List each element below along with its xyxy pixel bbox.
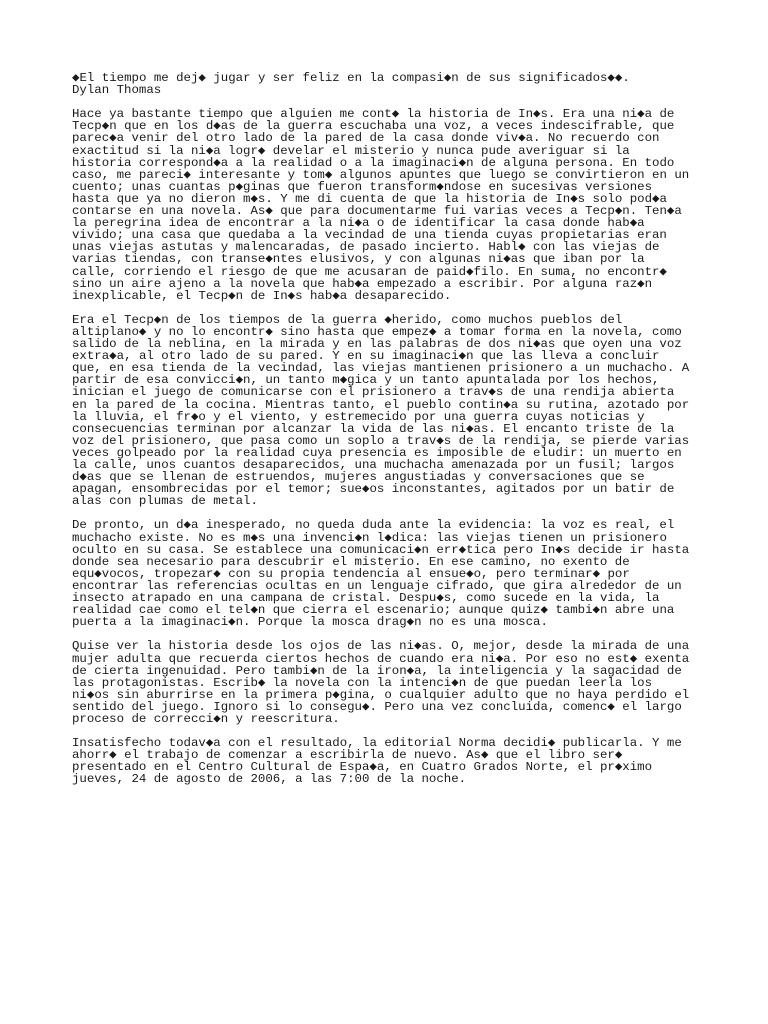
text-line: calle, corriendo el riesgo de que me acusaran de paid◆filo. En suma, no encontr◆ (72, 264, 667, 279)
text-line: Tecp◆n que en los d◆as de la guerra escuchaba una voz, a veces indescifrable, que (72, 119, 675, 134)
text-line: voz del prisionero, que pasa como un soplo a trav◆s de la rendija, se pierde varias (72, 433, 690, 448)
text-line: muchacho existe. No es m◆s una invenci◆n l◆dica: las viejas tienen un prisionero (72, 530, 667, 545)
text-line: encontrar las referencias ocultas en un lenguaje cifrado, que gira alrededor de un (72, 578, 682, 593)
text-line: salido de la neblina, en la mirada y en las palabras de dos ni◆as que oyen una voz (72, 337, 682, 352)
text-line: cuento; unas cuantas p◆ginas que fueron transform◆ndose en sucesivas versiones (72, 179, 653, 194)
text-line: d◆as que se llenan de estruendos, mujeres angustiadas y conversaciones que se (72, 470, 645, 485)
document-page (72, 72, 712, 798)
paragraph-2 (72, 314, 712, 508)
text-line: ni◆os sin aburrirse en la primera p◆gina, o cualquier adulto que no haya perdido el (72, 687, 690, 702)
text-line: presentado en el Centro Cultural de Espa◆a, en Cuatro Grados Norte, el pr◆ximo (72, 760, 653, 775)
text-line: Insatisfecho todav◆a con el resultado, la editorial Norma decidi◆ publicarla. Y me (72, 736, 682, 751)
text-line: varias tiendas, con transe◆ntes elusivos, y con algunas ni◆as que iban por la (72, 252, 645, 267)
text-line: consecuencias terminan por alcanzar la vida de las ni◆as. El encanto triste de la (72, 421, 675, 436)
text-line: la calle, unos cuantos desaparecidos, una muchacha amenazada por un fusil; largos (72, 458, 675, 472)
text-line: mujer adulta que recuerda ciertos hechos de cuando era ni◆a. Por eso no est◆ exenta (72, 651, 690, 666)
text-line: realidad cae como el tel◆n que cierra el escenario; aunque quiz◆ tambi◆n abre una (72, 603, 675, 618)
paragraph-5 (72, 737, 712, 785)
epigraph-quote: ◆El tiempo me dej◆ jugar y ser feliz en la compasi◆n de sus significados◆◆. (72, 71, 630, 85)
text-line: sentido del juego. Ignoro si lo consegu◆. Pero una vez concluida, comenc◆ el largo (72, 699, 682, 714)
text-line: ahorr◆ el trabajo de comenzar a escribirla de nuevo. As◆ que el libro ser◆ (72, 748, 623, 763)
text-line: historia correspond◆a a la realidad o a la imaginaci◆n de alguna persona. En todo (72, 155, 675, 170)
text-line: Hace ya bastante tiempo que alguien me cont◆ la historia de In◆s. Era una ni◆a de (72, 107, 675, 122)
text-line: hasta que ya no dieron m◆s. Y me di cuenta de que la historia de In◆s solo pod◆a (72, 191, 667, 206)
text-line: contarse en una novela. As◆ que para documentarme fui varias veces a Tecp◆n. Ten◆a (72, 204, 682, 219)
text-line: inician el juego de comunicarse con el prisionero a trav◆s de una rendija abierta (72, 385, 675, 400)
text-line: sino un aire ajeno a la novela que hab◆a empezado a escribir. Por alguna raz◆n (72, 276, 653, 291)
text-line: puerta a la imaginaci◆n. Porque la mosca drag◆n no es una mosca. (72, 615, 548, 630)
text-line: Era el Tecp◆n de los tiempos de la guerra ◆herido, como muchos pueblos del (72, 312, 623, 327)
epigraph-author: Dylan Thomas (72, 83, 162, 98)
text-line: oculto en su casa. Se establece una comunicaci◆n err◆tica pero In◆s decide ir hasta (72, 542, 690, 557)
text-line: equ◆vocos, tropezar◆ con su propia tendencia al ensue◆o, pero terminar◆ por (72, 566, 630, 581)
epigraph (72, 72, 712, 96)
text-line: en la pared de la cocina. Mientras tanto, el pueblo contin◆a su rutina, azotado por (72, 397, 690, 412)
text-line: exactitud si la ni◆a logr◆ develar el misterio y nunca pude averiguar si la (72, 143, 630, 158)
text-line: alas con plumas de metal. (72, 494, 258, 509)
text-line: Quise ver la historia desde los ojos de las ni◆as. O, mejor, desde la mirada de una (72, 639, 690, 654)
text-line: apagan, ensombrecidas por el temor; sue◆os inconstantes, agitados por un batir de (72, 482, 675, 497)
text-line: la peregrina idea de encontrar a la ni◆a o de identificar la casa donde hab◆a (72, 216, 645, 231)
text-line: caso, me pareci◆ interesante y tom◆ algunos apuntes que luego se convirtieron en un (72, 167, 690, 182)
text-line: insecto atrapado en una campana de cristal. Despu◆s, como sucede en la vida, la (72, 591, 660, 606)
paragraph-3 (72, 519, 712, 628)
text-line: veces golpeado por la realidad cuya presencia es imposible de eludir: un muerto en (72, 445, 682, 460)
text-line: altiplano◆ y no lo encontr◆ sino hasta que empez◆ a tomar forma en la novela, como (72, 324, 682, 339)
paragraph-4 (72, 640, 712, 725)
text-line: inexplicable, el Tecp◆n de In◆s hab◆a desaparecido. (72, 288, 452, 303)
text-line: la lluvia, el fr◆o y el viento, y estremecido por una guerra cuyas noticias y (72, 409, 645, 424)
paragraph-1 (72, 108, 712, 302)
text-line: De pronto, un d◆a inesperado, no queda duda ante la evidencia: la voz es real, el (72, 518, 675, 533)
text-line: parec◆a venir del otro lado de la pared de la casa donde viv◆a. No recuerdo con (72, 131, 660, 146)
text-line: de cierta ingenuidad. Pero tambi◆n de la iron◆a, la inteligencia y la sagacidad de (72, 663, 682, 678)
text-line: proceso de correcci◆n y reescritura. (72, 711, 340, 726)
text-line: unas viejas astutas y malencaradas, de pasado incierto. Habl◆ con las viejas de (72, 240, 660, 255)
text-line: extra◆a, al otro lado de su pared. Y en su imaginaci◆n que las lleva a concluir (72, 349, 660, 364)
text-line: las protagonistas. Escrib◆ la novela con la intenci◆n de que puedan leerla los (72, 675, 653, 690)
text-line: que, en esa tienda de la vecindad, las viejas mantienen prisionero a un muchacho. A (72, 361, 690, 376)
text-line: vivido; una casa que quedaba a la vecindad de una tienda cuyas propietarias eran (72, 228, 667, 243)
text-line: jueves, 24 de agosto de 2006, a las 7:00 de la noche. (72, 772, 467, 787)
text-line: partir de esa convicci◆n, un tanto m◆gica y un tanto apuntalada por los hechos, (72, 373, 660, 388)
text-line: donde sea necesario para descubrir el misterio. En ese camino, no exento de (72, 554, 630, 569)
